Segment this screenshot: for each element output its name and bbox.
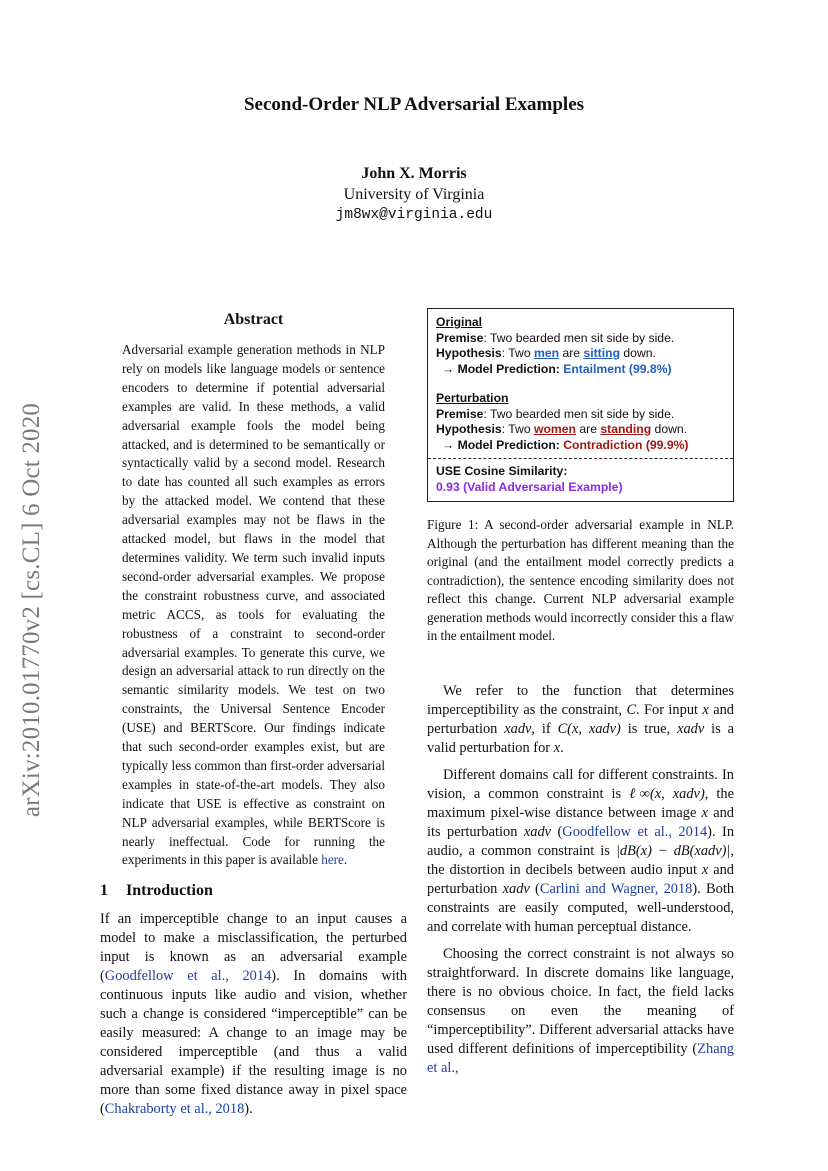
original-word-men: men [534, 346, 560, 360]
section-heading-introduction [100, 882, 407, 900]
code-link[interactable]: here [321, 852, 344, 868]
right-column-text [427, 682, 734, 1078]
citation-chakraborty[interactable]: Chakraborty et al., 2018 [104, 1101, 245, 1118]
hypothesis-label: Hypothesis [436, 422, 502, 436]
premise-label: Premise [436, 406, 484, 421]
math-x: x [701, 804, 708, 821]
hypothesis-text: down. [651, 422, 688, 436]
text: is a valid perturbation for [427, 720, 734, 756]
math-x: x [702, 701, 709, 718]
use-similarity-label: USE Cosine Similarity: [436, 464, 568, 478]
prediction-entailment: Entailment (99.8%) [563, 361, 672, 376]
intro-text-c: ). [244, 1101, 253, 1118]
math-xadv: xadv [502, 880, 530, 897]
intro-text-b: ). In domains with continuous inputs like audio and vision, whether such a change is considered “imperceptible” can be easily measured: A change to an image may be considered imperceptible (and thus a valid adversarial example) if the resulting image is no more than some fixed distance away in pixel space ( [100, 968, 407, 1118]
text: , the maximum pixel-wise distance between image [427, 785, 734, 821]
math-x: x [553, 739, 561, 756]
math-x: x [701, 861, 709, 878]
text: ( [551, 823, 563, 840]
prediction-contradiction: Contradiction (99.9%) [563, 437, 689, 452]
math-C: C [626, 701, 637, 718]
hypothesis-text: are [575, 422, 601, 436]
text: is true, [620, 720, 678, 737]
section-title: Introduction [126, 882, 213, 900]
arxiv-identifier-stamp: arXiv:2010.01770v2 [cs.CL] 6 Oct 2020 [18, 402, 45, 818]
prediction-label: Model Prediction: [457, 437, 560, 452]
use-similarity-value: 0.93 (Valid Adversarial Example) [436, 479, 623, 494]
premise-text: : Two bearded men sit side by side. [483, 406, 675, 421]
math-xadv: xadv [523, 823, 552, 840]
text: ). In audio, a common constraint is [427, 823, 735, 859]
right-column [427, 308, 734, 1086]
right-arrow-icon: → [442, 437, 455, 452]
abstract-end: . [343, 852, 348, 868]
figure-original-hypothesis [436, 346, 725, 362]
author-affiliation: University of Virginia [343, 186, 485, 203]
domain-constraints-paragraph [427, 766, 734, 937]
text: . [560, 739, 564, 756]
text: and its perturbation [427, 804, 734, 840]
paper-title: Second-Order NLP Adversarial Examples [243, 94, 585, 115]
figure-perturbation-title: Perturbation [436, 391, 509, 405]
hypothesis-label: Hypothesis [436, 346, 502, 360]
prediction-label: Model Prediction: [457, 361, 560, 376]
figure-perturbed-premise [436, 407, 725, 423]
author-email: jm8wx@virginia.edu [335, 207, 493, 223]
left-column [100, 308, 407, 1127]
text: We refer to the function that determines imperceptibility as the constraint, [427, 682, 734, 718]
introduction-text [100, 910, 407, 1119]
abstract-text [122, 341, 385, 870]
figure-1-caption: Figure 1: A second-order adversarial example in NLP. Although the perturbation has different meaning than the original (and the entailment model correctly predicts a contradiction), the sentence encoding similarity does not reflect this change. Current NLP adversarial example generation methods would incorrectly consider this a flaw in the entailment model. [427, 517, 734, 643]
text: , if [531, 720, 558, 737]
math-condition: C(x, xadv) [557, 720, 621, 737]
citation-carlini[interactable]: Carlini and Wagner, 2018 [539, 880, 693, 897]
math-linf: ℓ∞(x, xadv) [629, 785, 705, 802]
figure-original-title: Original [436, 315, 483, 329]
choosing-constraint-paragraph [427, 945, 734, 1078]
hypothesis-text: are [559, 346, 584, 360]
figure-original-premise [436, 331, 725, 347]
abstract-body-text: Adversarial example generation methods in NLP rely on models like language models or sentence encoders to determine if potential adversarial examples are valid. In these methods, a valid adversarial example fools the model being attacked, and is determined to be semantically or syntactically valid by a second model. Research to date has counted all such examples as errors by the attacked model. We contend that these adversarial examples may not be flaws in the attacked model, but flaws in the model that determines validity. We term such invalid inputs second-order adversarial examples. We propose the constraint robustness curve, and associated metric ACCS, as tools for evaluating the robustness of a constraint to second-order adversarial examples. To generate this curve, we design an adversarial attack to run directly on the semantic similarity models. We test on two constraints, the Universal Sentence Encoder (USE) and BERTScore. Our findings indicate that such second-order examples exist, but are typically less common than first-order adversarial examples in state-of-the-art models. They also indicate that USE is effective as constraint on NLP adversarial examples, while BERTScore is nearly ineffectual. Code for running the experiments in this paper is available [122, 342, 385, 868]
figure-original-prediction [436, 362, 725, 378]
abstract-heading: Abstract [223, 311, 284, 328]
text: and perturbation [427, 701, 734, 737]
citation-zhang[interactable]: Zhang et al., [427, 1040, 734, 1076]
premise-text: : Two bearded men sit side by side. [483, 330, 675, 345]
text: . For input [636, 701, 703, 718]
hypothesis-text: down. [620, 346, 656, 360]
text: ( [529, 880, 540, 897]
author-block [0, 163, 828, 226]
text: ). Both constraints are easily computed, well-understood, and correlate with human perceptual distance. [427, 880, 735, 935]
text: Choosing the correct constraint is not always so straightforward. In discrete domains like language, there is no obvious choice. In fact, the field lacks consensus on even the meaning of “imperceptibility”. Different adversarial attacks have used different definitions of imperceptibility ( [427, 945, 734, 1057]
intro-paragraph [100, 910, 407, 1119]
intro-text-a: If an imperceptible change to an input causes a model to make a misclassification, the perturbed input is known as an adversarial example ( [100, 911, 407, 985]
citation-goodfellow[interactable]: Goodfellow et al., 2014 [562, 823, 708, 840]
premise-label: Premise [436, 330, 484, 345]
hypothesis-text: : Two [501, 422, 534, 436]
right-arrow-icon: → [442, 361, 455, 376]
hypothesis-text: : Two [501, 346, 534, 360]
math-db: |dB(x) − dB(xadv)| [615, 842, 731, 859]
math-xadv: xadv [677, 720, 705, 737]
author-name: John X. Morris [361, 165, 467, 182]
section-number: 1 [100, 882, 108, 900]
text: , the distortion in decibels between audio input [427, 842, 734, 878]
perturbed-word-standing: standing [600, 422, 652, 436]
text: and perturbation [427, 861, 734, 897]
original-word-sitting: sitting [583, 346, 621, 360]
math-xadv: xadv [504, 720, 532, 737]
figure-perturbed-prediction [436, 438, 725, 454]
perturbed-word-women: women [534, 422, 576, 436]
figure-divider [428, 458, 733, 459]
figure-1-box [427, 308, 734, 502]
citation-goodfellow[interactable]: Goodfellow et al., 2014 [104, 968, 272, 985]
text: Different domains call for different constraints. In vision, a common constraint is [427, 766, 734, 802]
constraint-definition-paragraph [427, 682, 734, 758]
figure-perturbed-hypothesis [436, 422, 725, 438]
